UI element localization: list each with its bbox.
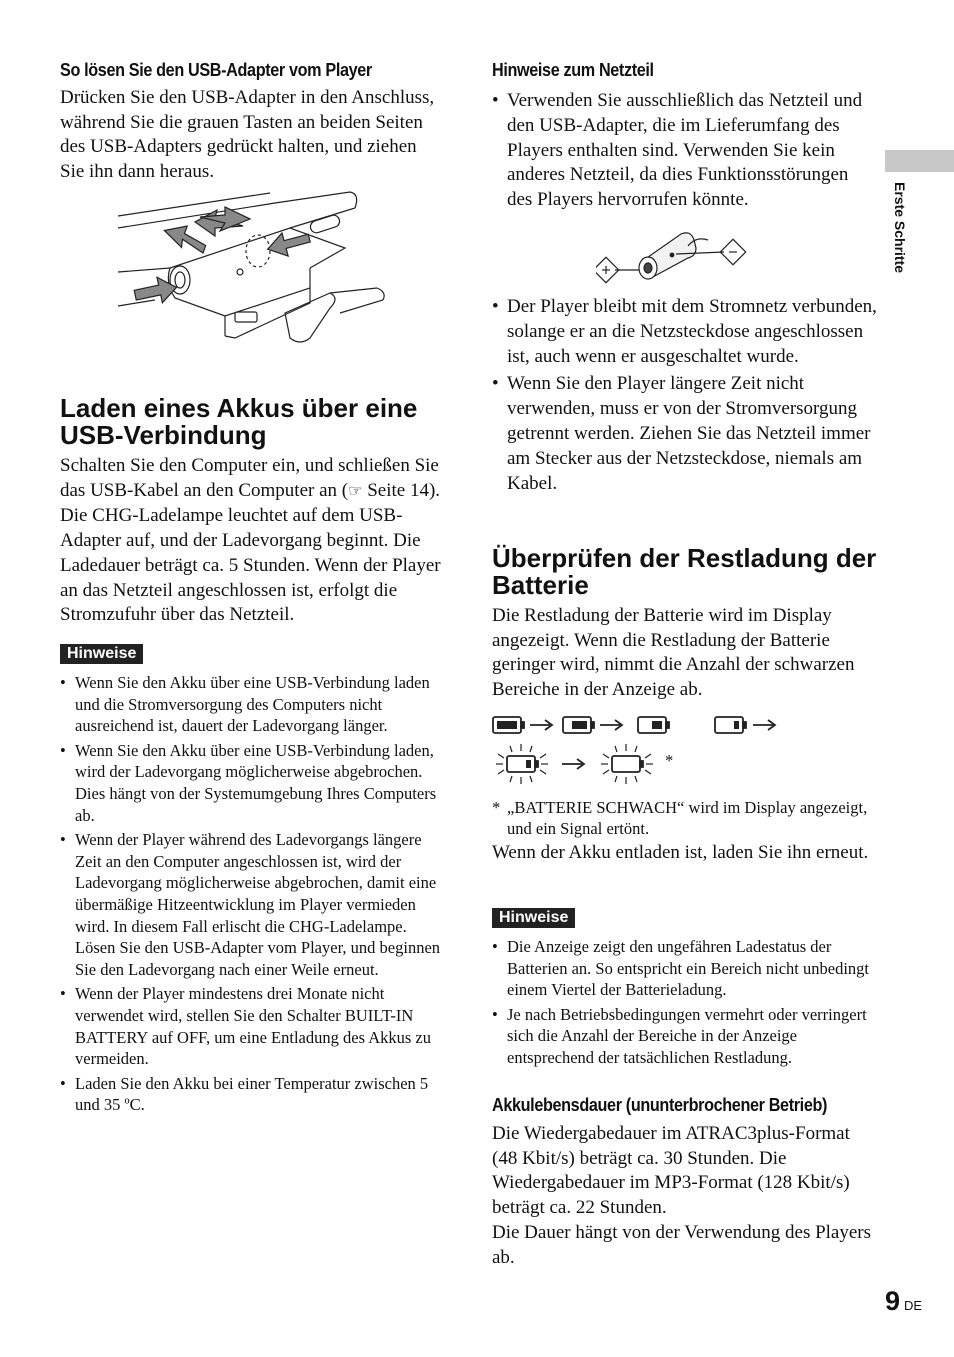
battery-life-note: Die Dauer hängt von der Verwendung des Players ab.	[492, 1222, 872, 1268]
list-item: • Wenn Sie den Player längere Zeit nicht verwenden, muss er von der Stromversorgung getrennt werden. Ziehen Sie das Netzteil immer am Stecker aus der Netzsteckdose, niemals am Kabel.	[492, 372, 877, 496]
hand-pointer-icon: ☞	[348, 482, 363, 500]
blink-rays-icon	[601, 744, 653, 784]
battery-asterisk: *	[665, 751, 674, 770]
battery-life-text: Die Wiedergabedauer im ATRAC3plus-Format (48 Kbit/s) beträgt ca. 30 Stunden. Die Wiedergabedauer im MP3-Format (128 Kbit/s) beträgt ca. 22 Stunden.	[492, 1123, 850, 1219]
battery-check-heading: Überprüfen der Restladung der Batterie	[492, 543, 877, 600]
battery-level-1-icon	[715, 717, 746, 733]
usb-adapter-illustration	[115, 188, 390, 353]
list-item: • Je nach Betriebsbedingungen vermehrt oder verringert sich die Anzahl der Bereiche in der Anzeige entsprechend der tatsächlichen Restladung.	[492, 1004, 877, 1069]
battery-blinking-1-icon	[507, 756, 538, 772]
page-language: DE	[904, 1298, 923, 1313]
section-tab-marker	[885, 150, 954, 172]
list-item: • Wenn Sie den Akku über eine USB-Verbindung laden und die Stromversorgung des Computers nicht ausreichend ist, dauert der Ladevorgang länger.	[60, 672, 445, 737]
footnote-asterisk: *	[492, 798, 501, 817]
section-tab-label: Erste Schritte	[892, 182, 908, 274]
battery-blink-row	[490, 742, 690, 788]
arrow-right-icon	[562, 759, 584, 769]
list-item: • Verwenden Sie ausschließlich das Netzteil und den USB-Adapter, die im Lieferumfang des Players enthalten sind. Verwenden Sie kein anderes Netzteil, da dies Funktionsstörungen des Players hervorrufen könnte.	[492, 89, 877, 213]
arrow-right-icon	[600, 720, 622, 730]
list-item: • Wenn der Player mindestens drei Monate nicht verwendet wird, stellen Sie den Schalter BUILT-IN BATTERY auf OFF, um eine Entladung des Akkus zu vermeiden.	[60, 983, 445, 1069]
blink-rays-icon	[496, 744, 548, 784]
notes-badge: Hinweise	[492, 908, 575, 928]
battery-level-3-icon	[563, 717, 594, 733]
usb-adapter-text: Drücken Sie den USB-Adapter in den Anschluss, während Sie die grauen Tasten an beiden Seiten des USB-Adapters gedrückt halten, und ziehen Sie ihn dann heraus.	[60, 87, 435, 183]
battery-level-2-icon	[638, 717, 669, 733]
battery-level-4-icon	[493, 717, 524, 733]
psu-list-2	[492, 295, 877, 499]
charging-text: Schalten Sie den Computer ein, und schließen Sie das USB-Kabel an den Computer an (☞ Seite 14). Die CHG-Ladelampe leuchtet auf dem USB-Adapter auf, und der Ladevorgang beginnt. Die Ladedauer beträgt ca. 5 Stunden. Wenn der Player an das Netzteil angeschlossen ist, erfolgt die Stromzufuhr über das Netzteil.	[60, 455, 441, 626]
battery-blinking-empty-icon	[612, 756, 643, 772]
battery-check-text: Die Restladung der Batterie wird im Display angezeigt. Wenn die Restladung der Batterie geringer wird, nimmt die Anzahl der schwarzen Bereiche in der Anzeige ab.	[492, 605, 855, 701]
battery-level-1-row	[710, 708, 790, 748]
usb-adapter-heading: So lösen Sie den USB-Adapter vom Player	[60, 60, 372, 80]
footnote-text: „BATTERIE SCHWACH“ wird im Display angezeigt, und ein Signal ertönt.	[507, 798, 868, 838]
notes-badge: Hinweise	[60, 644, 143, 664]
page-number: 9	[885, 1286, 901, 1316]
psu-list-1	[492, 89, 877, 216]
list-item: • Der Player bleibt mit dem Stromnetz verbunden, solange er an die Netzsteckdose angeschlossen ist, auch wenn er ausgeschaltet wurde.	[492, 295, 877, 369]
charging-heading: Laden eines Akkus über eine USB-Verbindung	[60, 393, 418, 450]
list-item: • Wenn Sie den Akku über eine USB-Verbindung laden, wird der Ladevorgang möglicherweise abgebrochen. Dies hängt von der Systemumgebung Ihres Computers ab.	[60, 740, 445, 826]
notes-list-left	[60, 672, 445, 1119]
dc-plug-polarity-illustration	[596, 226, 751, 286]
psu-heading: Hinweise zum Netzteil	[492, 60, 654, 80]
list-item: • Wenn der Player während des Ladevorgangs längere Zeit an den Computer angeschlossen ist, wird der Ladevorgang möglicherweise abgebrochen, damit eine übermäßige Hitzeentwicklung im Player vermieden wird. In diesem Fall erlischt die CHG-Ladelampe. Lösen Sie den USB-Adapter vom Player, und beginnen Sie den Ladevorgang nach einer Weile erneut.	[60, 829, 445, 980]
recharge-text: Wenn der Akku entladen ist, laden Sie ihn erneut.	[492, 842, 869, 863]
notes-list-right	[492, 936, 877, 1072]
arrow-right-icon	[530, 720, 552, 730]
arrow-right-icon	[753, 720, 775, 730]
list-item: • Laden Sie den Akku bei einer Temperatur zwischen 5 und 35 ºC.	[60, 1073, 445, 1116]
list-item: • Die Anzeige zeigt den ungefähren Ladestatus der Batterien an. So entspricht ein Bereich nicht unbedingt einem Viertel der Batterieladung.	[492, 936, 877, 1001]
battery-life-heading: Akkulebensdauer (ununterbrochener Betrieb)	[492, 1095, 828, 1115]
